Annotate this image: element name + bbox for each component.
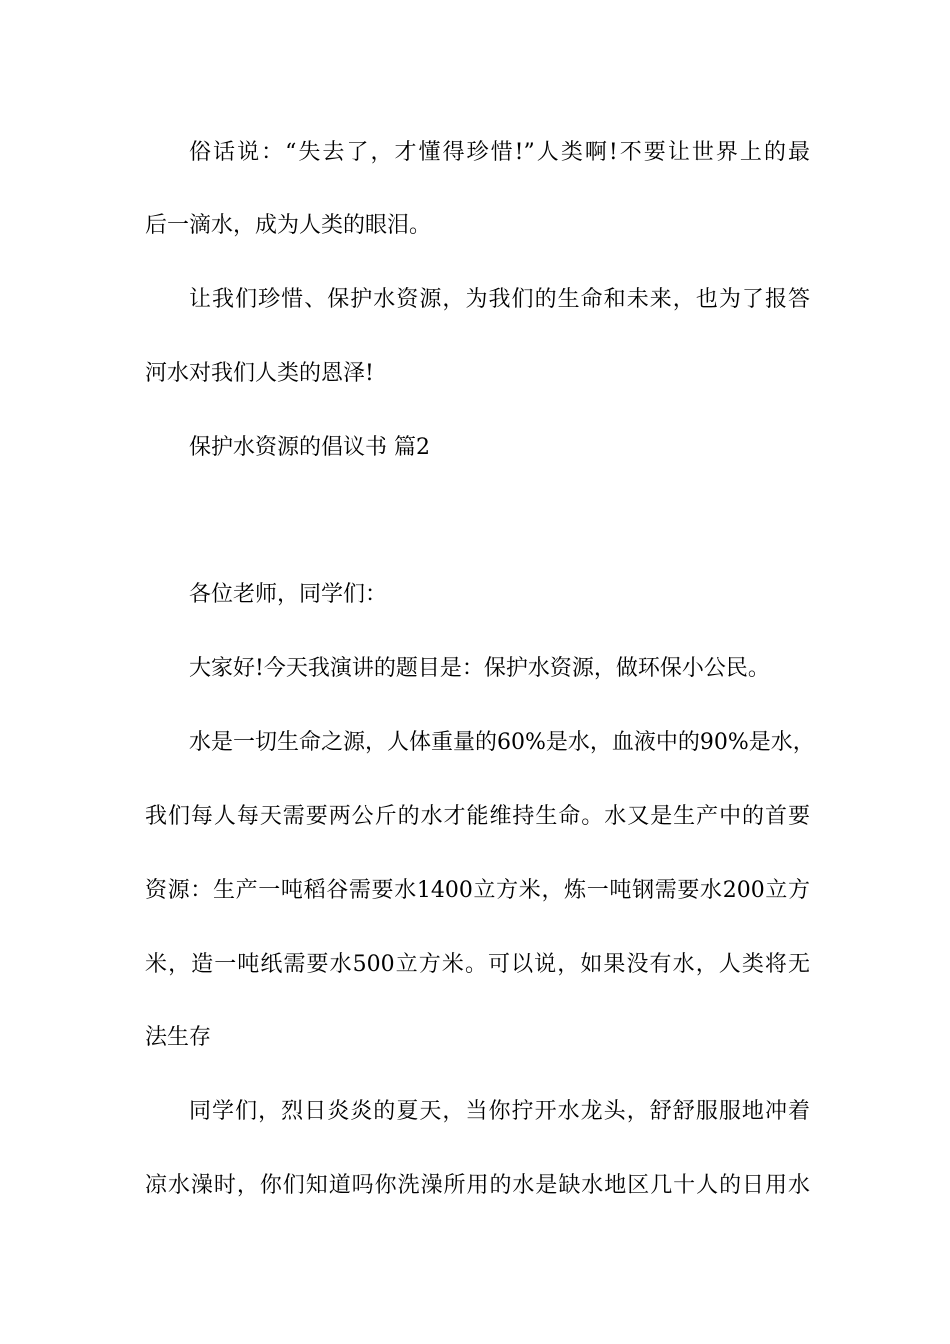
paragraph-line: 我们每人每天需要两公斤的水才能维持生命。水又是生产中的首要 [145,804,810,829]
paragraph-line: 河水对我们人类的恩泽! [145,361,374,386]
section-heading: 保护水资源的倡议书 篇2 [189,435,430,460]
paragraph-line: 俗话说：“失去了，才懂得珍惜!”人类啊!不要让世界上的最 [189,140,810,165]
paragraph-line: 同学们，烈日炎炎的夏天，当你拧开水龙头，舒舒服服地冲着 [189,1099,810,1124]
paragraph-line: 让我们珍惜、保护水资源，为我们的生命和未来，也为了报答 [189,287,810,312]
paragraph-line: 凉水澡时，你们知道吗你洗澡所用的水是缺水地区几十人的日用水 [145,1173,810,1198]
salutation: 各位老师，同学们： [189,582,388,607]
paragraph-line: 大家好!今天我演讲的题目是：保护水资源，做环保小公民。 [189,656,770,681]
paragraph-line: 后一滴水，成为人类的眼泪。 [145,213,432,238]
paragraph-line: 法生存 [145,1025,212,1050]
paragraph-line: 水是一切生命之源，人体重量的60%是水，血液中的90%是水， [189,730,815,755]
paragraph-line: 资源：生产一吨稻谷需要水1400立方米，炼一吨钢需要水200立方 [145,878,810,903]
paragraph-line: 米，造一吨纸需要水500立方米。可以说，如果没有水，人类将无 [145,952,810,977]
